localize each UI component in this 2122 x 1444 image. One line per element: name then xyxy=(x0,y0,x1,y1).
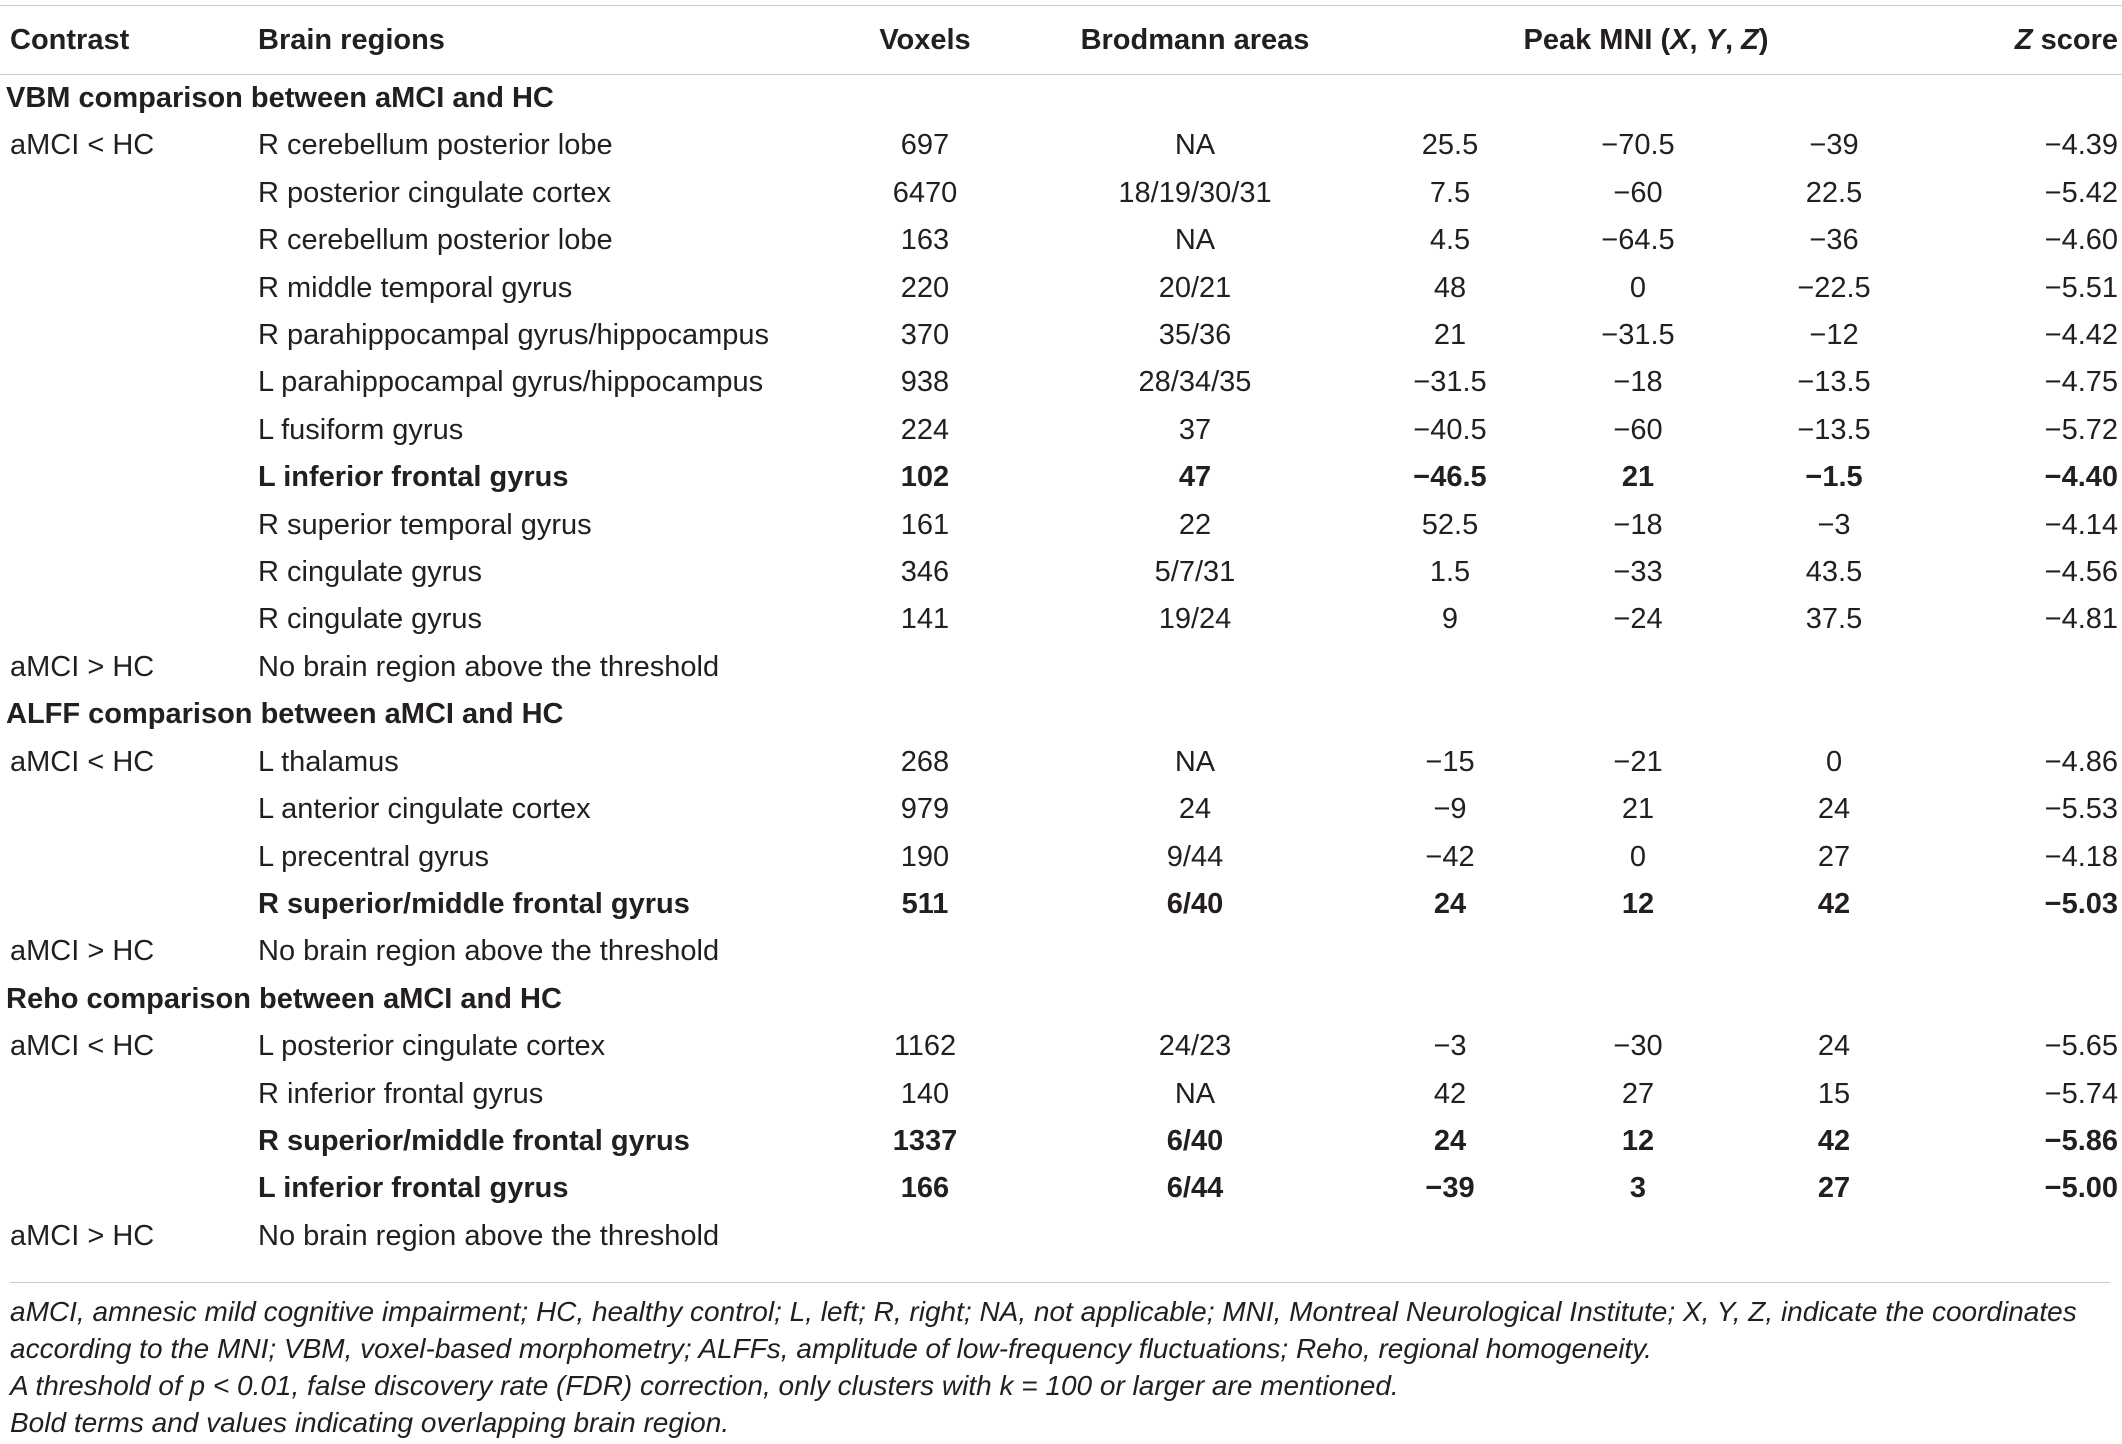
cell-brain-region: R parahippocampal gyrus/hippocampus xyxy=(258,319,770,352)
cell-voxels xyxy=(820,928,1030,975)
cell-contrast xyxy=(0,217,258,264)
header-peak-suffix: ) xyxy=(1758,24,1769,56)
cell-z-score: −4.14 xyxy=(2044,508,2119,541)
table-row xyxy=(0,407,2122,454)
cell-peak-z: −13.5 xyxy=(1797,366,1871,399)
cell-peak-x: −15 xyxy=(1425,745,1475,778)
cell-z-score: −4.75 xyxy=(2044,366,2119,399)
table-row xyxy=(0,928,2122,975)
cell-voxels: 1337 xyxy=(892,1124,958,1157)
cell-brain-region: L fusiform gyrus xyxy=(258,413,464,446)
cell-peak-y: 12 xyxy=(1621,1124,1655,1157)
cell-voxels: 938 xyxy=(900,366,950,399)
cell-brain-region: R posterior cingulate cortex xyxy=(258,176,611,209)
cell-peak-x: 24 xyxy=(1433,887,1467,920)
cell-voxels: 346 xyxy=(900,556,950,589)
table-header xyxy=(0,6,2122,75)
cell-brain-region: No brain region above the threshold xyxy=(258,1219,720,1252)
cell-peak-x: 42 xyxy=(1433,1077,1467,1110)
cell-peak-z: −12 xyxy=(1809,319,1859,352)
cell-peak-y: 12 xyxy=(1621,887,1655,920)
cell-peak-z: 43.5 xyxy=(1805,556,1863,589)
cell-peak-x: −39 xyxy=(1425,1172,1475,1205)
cell-voxels: 220 xyxy=(900,271,950,304)
cell-brain-region: R cerebellum posterior lobe xyxy=(258,129,613,162)
table-row xyxy=(0,1071,2122,1118)
header-voxels: Voxels xyxy=(879,24,971,56)
cell-contrast xyxy=(0,834,258,881)
cell-peak-z: 15 xyxy=(1817,1077,1851,1110)
cell-peak-y: 0 xyxy=(1629,271,1647,304)
cell-z-score: −5.53 xyxy=(2044,793,2119,826)
cell-peak-y: 3 xyxy=(1629,1172,1647,1205)
cell-peak-x: 25.5 xyxy=(1421,129,1479,162)
footnote-threshold: A threshold of p < 0.01, false discovery rate (FDR) correction, only clusters with k = 100 or larger are mentioned. xyxy=(10,1370,1399,1401)
cell-z-score: −4.40 xyxy=(2044,461,2119,494)
cell-brodmann-area: 6/40 xyxy=(1166,887,1224,920)
cell-contrast: aMCI < HC xyxy=(10,129,155,162)
header-peak-prefix: Peak MNI ( xyxy=(1523,24,1671,56)
cell-brodmann-area xyxy=(1030,928,1360,975)
cell-peak-x: 4.5 xyxy=(1429,224,1471,257)
cell-contrast xyxy=(0,1118,258,1165)
cell-brain-region: L anterior cingulate cortex xyxy=(258,793,591,826)
cell-z-score: −4.39 xyxy=(2044,129,2119,162)
cell-brain-region: R cingulate gyrus xyxy=(258,556,483,589)
cell-peak-x: −46.5 xyxy=(1413,461,1487,494)
cell-peak-x: −40.5 xyxy=(1413,413,1487,446)
footnote-abbreviations: aMCI, amnesic mild cognitive impairment; HC, healthy control; L, left; R, right; NA, not applicable; MNI, Montreal Neurological Institute; X, Y, Z, indicate the coordinates according to the MNI; VBM, voxel-based morphometry; ALFFs, amplitude of low-frequency fluctuations; Reho, regional homogeneity. xyxy=(10,1296,2077,1364)
section-row xyxy=(0,75,2122,123)
section-title: Reho comparison between aMCI and HC xyxy=(6,982,562,1015)
section-title: ALFF comparison between aMCI and HC xyxy=(6,698,564,731)
cell-contrast xyxy=(0,1165,258,1212)
table-row xyxy=(0,454,2122,501)
cell-peak-x: 7.5 xyxy=(1429,176,1471,209)
cell-z-score: −4.86 xyxy=(2044,745,2119,778)
cell-peak-y: 21 xyxy=(1621,461,1655,494)
cell-peak-z xyxy=(1736,1213,1932,1260)
cell-contrast xyxy=(0,1071,258,1118)
cell-peak-z xyxy=(1736,928,1932,975)
cell-peak-x: −9 xyxy=(1433,793,1467,826)
cell-peak-y: 27 xyxy=(1621,1077,1655,1110)
results-table xyxy=(0,5,2122,1260)
cell-brodmann-area: NA xyxy=(1174,745,1216,778)
footnote-bold-note: Bold terms and values indicating overlapping brain region. xyxy=(10,1407,730,1438)
cell-voxels xyxy=(820,644,1030,691)
cell-contrast xyxy=(0,454,258,501)
cell-peak-z: −1.5 xyxy=(1805,461,1863,494)
cell-voxels: 140 xyxy=(900,1077,950,1110)
cell-peak-z: −22.5 xyxy=(1797,271,1871,304)
table-row xyxy=(0,1165,2122,1212)
cell-peak-x: −3 xyxy=(1433,1030,1467,1063)
section-row xyxy=(0,976,2122,1023)
cell-brodmann-area: NA xyxy=(1174,129,1216,162)
cell-voxels: 6470 xyxy=(892,176,958,209)
table-row xyxy=(0,265,2122,312)
cell-brain-region: R inferior frontal gyrus xyxy=(258,1077,544,1110)
cell-contrast: aMCI > HC xyxy=(10,935,155,968)
cell-contrast xyxy=(0,502,258,549)
cell-voxels: 163 xyxy=(900,224,950,257)
cell-peak-y: −31.5 xyxy=(1601,319,1675,352)
cell-voxels: 141 xyxy=(900,603,950,636)
cell-peak-z: 42 xyxy=(1817,887,1851,920)
cell-peak-y: 21 xyxy=(1621,793,1655,826)
cell-peak-z: −39 xyxy=(1809,129,1859,162)
cell-brodmann-area: 28/34/35 xyxy=(1138,366,1252,399)
cell-brodmann-area: NA xyxy=(1174,224,1216,257)
cell-peak-z: 24 xyxy=(1817,1030,1851,1063)
cell-contrast xyxy=(0,549,258,596)
cell-brodmann-area: 24/23 xyxy=(1158,1030,1232,1063)
cell-brodmann-area xyxy=(1030,644,1360,691)
cell-brodmann-area xyxy=(1030,1213,1360,1260)
cell-contrast: aMCI < HC xyxy=(10,1030,155,1063)
cell-voxels: 161 xyxy=(900,508,950,541)
cell-peak-x xyxy=(1360,1213,1540,1260)
cell-voxels: 102 xyxy=(900,461,950,494)
cell-brodmann-area: 6/40 xyxy=(1166,1124,1224,1157)
table-row xyxy=(0,122,2122,169)
header-brain-regions: Brain regions xyxy=(258,24,445,56)
cell-brodmann-area: 20/21 xyxy=(1158,271,1232,304)
cell-voxels: 166 xyxy=(900,1172,950,1205)
header-peak-mni xyxy=(1360,6,1932,75)
cell-peak-y: −18 xyxy=(1613,508,1663,541)
table-row xyxy=(0,1118,2122,1165)
cell-contrast: aMCI > HC xyxy=(10,1219,155,1252)
table-row xyxy=(0,549,2122,596)
cell-z-score xyxy=(1932,928,2122,975)
cell-brain-region: L thalamus xyxy=(258,745,399,778)
header-z-score xyxy=(1932,6,2122,75)
cell-contrast: aMCI > HC xyxy=(10,650,155,683)
table-row xyxy=(0,834,2122,881)
cell-z-score: −4.42 xyxy=(2044,319,2119,352)
cell-brodmann-area: NA xyxy=(1174,1077,1216,1110)
cell-brodmann-area: 9/44 xyxy=(1166,840,1224,873)
cell-z-score: −5.86 xyxy=(2044,1124,2119,1157)
cell-brodmann-area: 22 xyxy=(1178,508,1212,541)
table-row xyxy=(0,644,2122,691)
cell-brodmann-area: 24 xyxy=(1178,793,1212,826)
cell-peak-z: 42 xyxy=(1817,1124,1851,1157)
cell-peak-x xyxy=(1360,928,1540,975)
cell-voxels: 1162 xyxy=(893,1030,957,1063)
cell-peak-x: 48 xyxy=(1433,271,1467,304)
cell-peak-z: −36 xyxy=(1809,224,1859,257)
cell-contrast xyxy=(0,170,258,217)
cell-voxels: 370 xyxy=(900,319,950,352)
table-row xyxy=(0,359,2122,406)
cell-peak-y: −21 xyxy=(1613,745,1663,778)
cell-contrast xyxy=(0,881,258,928)
cell-voxels: 511 xyxy=(901,887,949,920)
cell-voxels: 190 xyxy=(900,840,950,873)
table-footnotes xyxy=(10,1282,2110,1441)
cell-z-score: −5.03 xyxy=(2044,887,2119,920)
cell-peak-z: 24 xyxy=(1817,793,1851,826)
cell-peak-x: 9 xyxy=(1441,603,1459,636)
cell-peak-z: 22.5 xyxy=(1805,176,1863,209)
cell-peak-y: 0 xyxy=(1629,840,1647,873)
table-body xyxy=(0,75,2122,1261)
cell-brain-region: R cerebellum posterior lobe xyxy=(258,224,613,257)
cell-peak-z: −3 xyxy=(1817,508,1851,541)
header-row xyxy=(0,6,2122,75)
cell-peak-y xyxy=(1540,1213,1736,1260)
cell-peak-y: −60 xyxy=(1613,413,1663,446)
cell-z-score: −5.00 xyxy=(2044,1172,2119,1205)
cell-brain-region: R superior/middle frontal gyrus xyxy=(258,1124,690,1157)
table-row xyxy=(0,881,2122,928)
table-row xyxy=(0,1213,2122,1260)
cell-voxels: 268 xyxy=(900,745,950,778)
cell-z-score: −5.74 xyxy=(2044,1077,2119,1110)
header-peak-x: X xyxy=(1670,24,1690,56)
cell-z-score: −5.72 xyxy=(2044,413,2119,446)
cell-peak-z: 27 xyxy=(1817,1172,1851,1205)
cell-contrast xyxy=(0,265,258,312)
header-peak-sep1: , xyxy=(1689,24,1706,56)
section-row xyxy=(0,691,2122,738)
cell-peak-y: −30 xyxy=(1613,1030,1663,1063)
cell-peak-y: −18 xyxy=(1613,366,1663,399)
header-peak-sep2: , xyxy=(1725,24,1742,56)
section-title: VBM comparison between aMCI and HC xyxy=(6,82,554,114)
cell-brain-region: No brain region above the threshold xyxy=(258,650,720,683)
cell-peak-x xyxy=(1360,644,1540,691)
cell-peak-z: 37.5 xyxy=(1805,603,1863,636)
cell-brain-region: R cingulate gyrus xyxy=(258,603,483,636)
cell-brodmann-area: 35/36 xyxy=(1158,319,1232,352)
header-contrast: Contrast xyxy=(10,24,130,56)
cell-contrast xyxy=(0,786,258,833)
table-row xyxy=(0,502,2122,549)
cell-brain-region: L parahippocampal gyrus/hippocampus xyxy=(258,366,764,399)
header-z-italic: Z xyxy=(2014,24,2033,56)
cell-peak-z xyxy=(1736,644,1932,691)
cell-z-score xyxy=(1932,644,2122,691)
table-row xyxy=(0,170,2122,217)
table-row xyxy=(0,786,2122,833)
cell-voxels: 979 xyxy=(900,793,950,826)
header-peak-z: Z xyxy=(1741,24,1759,56)
table-row xyxy=(0,217,2122,264)
cell-z-score: −5.65 xyxy=(2044,1030,2119,1063)
cell-voxels: 697 xyxy=(900,129,950,162)
cell-brodmann-area: 18/19/30/31 xyxy=(1118,176,1272,209)
table-row xyxy=(0,1023,2122,1070)
cell-peak-z: 0 xyxy=(1825,745,1843,778)
cell-peak-x: −31.5 xyxy=(1413,366,1487,399)
cell-z-score: −4.81 xyxy=(2044,603,2119,636)
cell-peak-y: −60 xyxy=(1613,176,1663,209)
cell-peak-z: −13.5 xyxy=(1797,413,1871,446)
cell-brodmann-area: 6/44 xyxy=(1166,1172,1224,1205)
cell-contrast xyxy=(0,312,258,359)
table-row xyxy=(0,739,2122,786)
cell-z-score: −4.18 xyxy=(2044,840,2119,873)
cell-peak-y: −33 xyxy=(1613,556,1663,589)
cell-voxels xyxy=(820,1213,1030,1260)
cell-brodmann-area: 5/7/31 xyxy=(1154,556,1236,589)
cell-peak-y: −64.5 xyxy=(1601,224,1675,257)
cell-z-score: −5.51 xyxy=(2044,271,2119,304)
cell-brain-region: R superior/middle frontal gyrus xyxy=(258,887,690,920)
cell-contrast: aMCI < HC xyxy=(10,745,155,778)
cell-contrast xyxy=(0,407,258,454)
cell-peak-x: 21 xyxy=(1433,319,1467,352)
cell-brodmann-area: 37 xyxy=(1178,413,1212,446)
cell-peak-x: 52.5 xyxy=(1421,508,1479,541)
cell-peak-y: −24 xyxy=(1613,603,1663,636)
table-row xyxy=(0,596,2122,643)
cell-contrast xyxy=(0,596,258,643)
cell-peak-x: 1.5 xyxy=(1429,556,1471,589)
cell-z-score xyxy=(1932,1213,2122,1260)
cell-peak-y: −70.5 xyxy=(1601,129,1675,162)
cell-peak-y xyxy=(1540,928,1736,975)
header-peak-y: Y xyxy=(1705,24,1725,56)
header-z-rest: score xyxy=(2032,24,2119,56)
cell-z-score: −4.60 xyxy=(2044,224,2119,257)
cell-brain-region: R middle temporal gyrus xyxy=(258,271,573,304)
cell-brodmann-area: 47 xyxy=(1178,461,1212,494)
table-row xyxy=(0,312,2122,359)
cell-peak-x: −42 xyxy=(1425,840,1475,873)
cell-contrast xyxy=(0,359,258,406)
cell-brain-region: L posterior cingulate cortex xyxy=(258,1030,606,1063)
cell-peak-z: 27 xyxy=(1817,840,1851,873)
cell-brain-region: L inferior frontal gyrus xyxy=(258,461,569,494)
cell-z-score: −5.42 xyxy=(2044,176,2119,209)
header-brodmann-areas: Brodmann areas xyxy=(1080,24,1310,56)
cell-brain-region: No brain region above the threshold xyxy=(258,935,720,968)
cell-voxels: 224 xyxy=(900,413,950,446)
cell-z-score: −4.56 xyxy=(2044,556,2119,589)
cell-brain-region: L precentral gyrus xyxy=(258,840,490,873)
cell-peak-x: 24 xyxy=(1433,1124,1467,1157)
cell-brodmann-area: 19/24 xyxy=(1158,603,1232,636)
cell-brain-region: R superior temporal gyrus xyxy=(258,508,592,541)
cell-peak-y xyxy=(1540,644,1736,691)
cell-brain-region: L inferior frontal gyrus xyxy=(258,1172,569,1205)
